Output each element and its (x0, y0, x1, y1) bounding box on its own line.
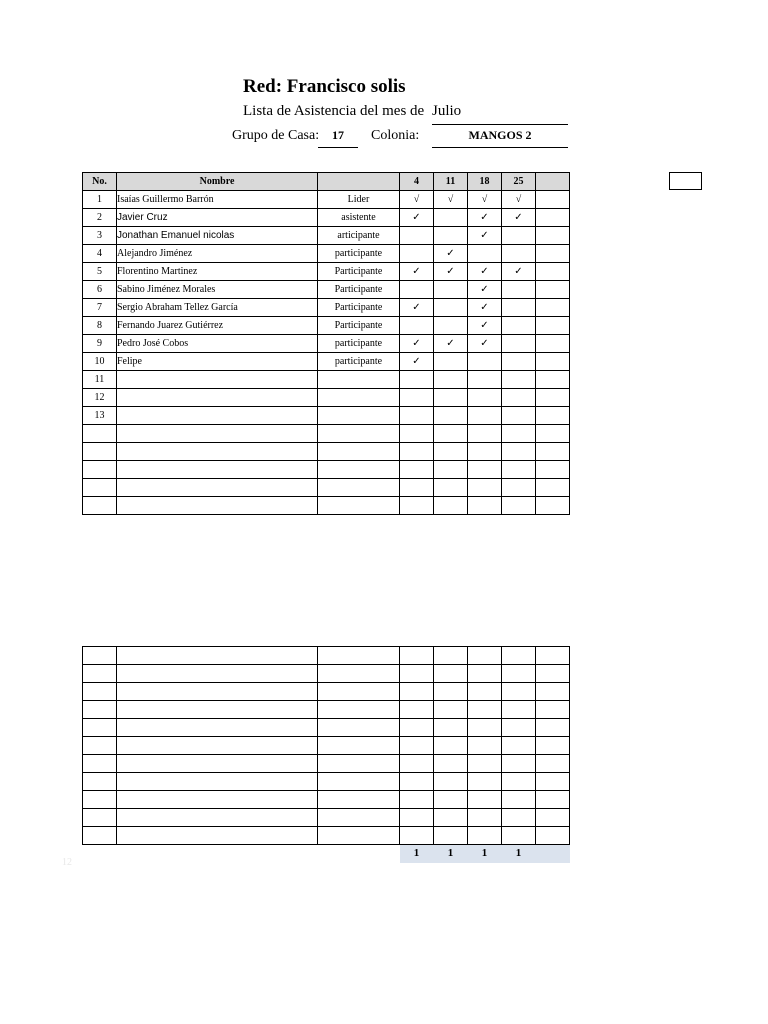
attendance-mark-cell[interactable]: ✓ (434, 263, 468, 281)
role-cell[interactable]: articipante (318, 227, 400, 245)
attendance-mark-cell[interactable] (468, 389, 502, 407)
extra-cell[interactable] (536, 425, 570, 443)
total-cell: 1 (468, 845, 502, 863)
totals-row (83, 845, 570, 863)
row-number-cell[interactable]: 10 (83, 353, 117, 371)
blank-cell[interactable] (318, 755, 400, 773)
row-number-cell[interactable]: 3 (83, 227, 117, 245)
total-cell: 1 (400, 845, 434, 863)
attendance-mark-cell[interactable] (400, 317, 434, 335)
blank-cell[interactable] (117, 683, 318, 701)
row-number-cell[interactable]: 5 (83, 263, 117, 281)
role-cell[interactable] (318, 407, 400, 425)
blank-cell[interactable] (400, 701, 434, 719)
attendance-mark-cell[interactable] (434, 407, 468, 425)
blank-cell[interactable] (117, 773, 318, 791)
attendance-mark-cell[interactable] (434, 425, 468, 443)
extra-cell[interactable] (536, 407, 570, 425)
total-cell: 1 (434, 845, 468, 863)
blank-cell[interactable] (434, 755, 468, 773)
table-row (83, 665, 570, 683)
attendance-mark-cell[interactable] (468, 371, 502, 389)
blank-cell[interactable] (468, 647, 502, 665)
blank-cell[interactable] (468, 737, 502, 755)
group-underline (318, 147, 358, 148)
role-cell[interactable]: asistente (318, 209, 400, 227)
group-label: Grupo de Casa: (232, 128, 320, 143)
attendance-mark-cell[interactable] (400, 227, 434, 245)
blank-cell[interactable] (83, 701, 117, 719)
table-row (83, 461, 570, 479)
blank-cell[interactable] (434, 791, 468, 809)
subtitle: Lista de Asistencia del mes de (243, 103, 425, 119)
attendance-mark-cell[interactable] (400, 497, 434, 515)
attendance-mark-cell[interactable] (400, 443, 434, 461)
blank-cell[interactable] (117, 791, 318, 809)
role-cell[interactable]: participante (318, 353, 400, 371)
attendance-mark-cell[interactable] (400, 425, 434, 443)
name-cell[interactable]: Fernando Juarez Gutiérrez (117, 317, 318, 335)
blank-cell[interactable] (434, 827, 468, 845)
extra-cell[interactable] (536, 479, 570, 497)
table-row (83, 317, 570, 335)
attendance-mark-cell[interactable] (468, 443, 502, 461)
attendance-mark-cell[interactable] (400, 245, 434, 263)
blank-cell[interactable] (83, 683, 117, 701)
attendance-mark-cell[interactable]: ✓ (400, 299, 434, 317)
extra-cell[interactable] (536, 443, 570, 461)
attendance-mark-cell[interactable]: √ (434, 191, 468, 209)
attendance-mark-cell[interactable] (400, 389, 434, 407)
blank-cell[interactable] (468, 809, 502, 827)
header-date-25: 25 (502, 173, 536, 191)
attendance-mark-cell[interactable] (502, 299, 536, 317)
extra-cell[interactable] (536, 227, 570, 245)
attendance-mark-cell[interactable] (434, 353, 468, 371)
attendance-mark-cell[interactable] (502, 353, 536, 371)
role-cell[interactable]: Lider (318, 191, 400, 209)
blank-cell[interactable] (434, 773, 468, 791)
table-row (83, 191, 570, 209)
blank-cell[interactable] (536, 647, 570, 665)
blank-cell[interactable] (502, 647, 536, 665)
table-row (83, 773, 570, 791)
row-number-cell[interactable]: 8 (83, 317, 117, 335)
table-row (83, 389, 570, 407)
name-cell[interactable] (117, 461, 318, 479)
attendance-mark-cell[interactable] (502, 281, 536, 299)
attendance-mark-cell[interactable] (502, 479, 536, 497)
role-cell[interactable] (318, 371, 400, 389)
extra-cell[interactable] (536, 497, 570, 515)
role-cell[interactable]: Participante (318, 299, 400, 317)
table-row (83, 809, 570, 827)
blank-cell[interactable] (318, 683, 400, 701)
blank-cell[interactable] (117, 827, 318, 845)
attendance-mark-cell[interactable] (502, 461, 536, 479)
blank-cell[interactable] (468, 683, 502, 701)
blank-cell[interactable] (434, 719, 468, 737)
table-row (83, 443, 570, 461)
total-extra-cell (536, 845, 570, 863)
attendance-mark-cell[interactable] (468, 497, 502, 515)
attendance-mark-cell[interactable] (434, 389, 468, 407)
attendance-mark-cell[interactable] (502, 389, 536, 407)
blank-cell[interactable] (536, 827, 570, 845)
row-number-cell[interactable]: 4 (83, 245, 117, 263)
attendance-mark-cell[interactable]: ✓ (468, 335, 502, 353)
blank-cell[interactable] (83, 827, 117, 845)
attendance-mark-cell[interactable] (502, 227, 536, 245)
attendance-mark-cell[interactable] (468, 353, 502, 371)
attendance-mark-cell[interactable] (400, 479, 434, 497)
blank-cell[interactable] (536, 791, 570, 809)
name-cell[interactable]: Florentino Martinez (117, 263, 318, 281)
blank-cell[interactable] (536, 755, 570, 773)
blank-cell[interactable] (434, 809, 468, 827)
blank-cell[interactable] (400, 683, 434, 701)
name-cell[interactable]: Isaías Guillermo Barrón (117, 191, 318, 209)
extra-cell[interactable] (536, 281, 570, 299)
row-number-cell[interactable] (83, 443, 117, 461)
blank-cell[interactable] (400, 719, 434, 737)
blank-cell[interactable] (318, 791, 400, 809)
header-extra (536, 173, 570, 191)
name-cell[interactable]: Pedro José Cobos (117, 335, 318, 353)
header-date-4: 4 (400, 173, 434, 191)
totals-blank-cell (318, 845, 400, 863)
totals-blank-cell (83, 845, 117, 863)
row-number-cell[interactable]: 7 (83, 299, 117, 317)
name-cell[interactable] (117, 479, 318, 497)
blank-cell[interactable] (400, 755, 434, 773)
blank-cell[interactable] (502, 701, 536, 719)
blank-cell[interactable] (83, 665, 117, 683)
table-row (83, 245, 570, 263)
blank-cell[interactable] (502, 773, 536, 791)
name-cell[interactable]: Javier Cruz (117, 209, 318, 227)
blank-cell[interactable] (318, 737, 400, 755)
attendance-mark-cell[interactable]: ✓ (468, 317, 502, 335)
attendance-mark-cell[interactable]: ✓ (400, 263, 434, 281)
blank-cell[interactable] (318, 809, 400, 827)
extra-cell[interactable] (536, 389, 570, 407)
blank-cell[interactable] (434, 701, 468, 719)
attendance-mark-cell[interactable]: ✓ (400, 335, 434, 353)
attendance-mark-cell[interactable] (434, 281, 468, 299)
table-row (83, 737, 570, 755)
attendance-mark-cell[interactable]: ✓ (502, 263, 536, 281)
header-row (83, 173, 570, 191)
attendance-mark-cell[interactable] (468, 461, 502, 479)
name-cell[interactable]: Sergio Abraham Tellez García (117, 299, 318, 317)
table-row (83, 209, 570, 227)
attendance-mark-cell[interactable] (400, 371, 434, 389)
table-row (83, 791, 570, 809)
blank-cell[interactable] (468, 773, 502, 791)
blank-cell[interactable] (434, 647, 468, 665)
blank-cell[interactable] (502, 719, 536, 737)
totals-blank-cell (117, 845, 318, 863)
table-row (83, 371, 570, 389)
header-no: No. (83, 173, 117, 191)
blank-cell[interactable] (83, 647, 117, 665)
blank-cell[interactable] (536, 665, 570, 683)
attendance-mark-cell[interactable]: √ (468, 191, 502, 209)
blank-cell[interactable] (400, 791, 434, 809)
name-cell[interactable] (117, 371, 318, 389)
group-value[interactable]: 17 (332, 128, 344, 142)
attendance-mark-cell[interactable]: ✓ (468, 227, 502, 245)
blank-cell[interactable] (117, 737, 318, 755)
blank-cell[interactable] (400, 773, 434, 791)
attendance-mark-cell[interactable] (400, 407, 434, 425)
blank-cell[interactable] (117, 719, 318, 737)
blank-cell[interactable] (502, 737, 536, 755)
blank-cell[interactable] (502, 809, 536, 827)
header-date-11: 11 (434, 173, 468, 191)
colonia-underline (432, 147, 568, 148)
blank-cell[interactable] (400, 809, 434, 827)
attendance-mark-cell[interactable] (502, 425, 536, 443)
blank-cell[interactable] (318, 701, 400, 719)
row-number-cell[interactable] (83, 497, 117, 515)
blank-cell[interactable] (318, 827, 400, 845)
name-cell[interactable]: Alejandro Jiménez (117, 245, 318, 263)
row-number-cell[interactable]: 12 (83, 389, 117, 407)
attendance-mark-cell[interactable]: ✓ (434, 335, 468, 353)
colonia-label: Colonia: (371, 128, 420, 143)
header-nombre: Nombre (117, 173, 318, 191)
extra-cell[interactable] (536, 263, 570, 281)
blank-cell[interactable] (400, 737, 434, 755)
role-cell[interactable]: Participante (318, 317, 400, 335)
blank-cell[interactable] (536, 737, 570, 755)
blank-cell[interactable] (434, 737, 468, 755)
attendance-mark-cell[interactable] (502, 407, 536, 425)
role-cell[interactable]: Participante (318, 281, 400, 299)
row-number-cell[interactable]: 6 (83, 281, 117, 299)
extra-cell[interactable] (536, 335, 570, 353)
attendance-mark-cell[interactable]: √ (502, 191, 536, 209)
table-row (83, 407, 570, 425)
role-cell[interactable] (318, 443, 400, 461)
attendance-mark-cell[interactable] (468, 479, 502, 497)
table-row (83, 497, 570, 515)
role-cell[interactable] (318, 389, 400, 407)
extra-cell[interactable] (536, 461, 570, 479)
blank-cell[interactable] (318, 665, 400, 683)
name-cell[interactable] (117, 443, 318, 461)
row-number-cell[interactable] (83, 479, 117, 497)
table-row (83, 647, 570, 665)
blank-cell[interactable] (502, 827, 536, 845)
page-title: Red: Francisco solis (243, 76, 406, 97)
attendance-mark-cell[interactable]: ✓ (468, 299, 502, 317)
blank-cell[interactable] (502, 665, 536, 683)
blank-cell[interactable] (318, 719, 400, 737)
total-cell: 1 (502, 845, 536, 863)
blank-cell[interactable] (536, 773, 570, 791)
table-row (83, 263, 570, 281)
blank-cell[interactable] (502, 791, 536, 809)
blank-cell[interactable] (83, 809, 117, 827)
attendance-mark-cell[interactable] (468, 245, 502, 263)
table-row (83, 281, 570, 299)
blank-cell[interactable] (83, 719, 117, 737)
attendance-mark-cell[interactable] (502, 317, 536, 335)
blank-cell[interactable] (83, 737, 117, 755)
attendance-mark-cell[interactable] (502, 371, 536, 389)
extra-cell[interactable] (536, 209, 570, 227)
table-row (83, 353, 570, 371)
blank-cell[interactable] (434, 683, 468, 701)
attendance-mark-cell[interactable] (468, 407, 502, 425)
attendance-mark-cell[interactable] (434, 479, 468, 497)
table-row (83, 719, 570, 737)
blank-cell[interactable] (536, 683, 570, 701)
table-row (83, 227, 570, 245)
attendance-mark-cell[interactable]: ✓ (468, 281, 502, 299)
blank-cell[interactable] (117, 755, 318, 773)
attendance-mark-cell[interactable] (434, 461, 468, 479)
name-cell[interactable] (117, 407, 318, 425)
attendance-mark-cell[interactable]: ✓ (400, 209, 434, 227)
row-number-cell[interactable] (83, 425, 117, 443)
attendance-mark-cell[interactable]: √ (400, 191, 434, 209)
table-row (83, 755, 570, 773)
table-row (83, 425, 570, 443)
name-cell[interactable]: Sabino Jiménez Morales (117, 281, 318, 299)
blank-cell[interactable] (83, 755, 117, 773)
blank-cell[interactable] (400, 665, 434, 683)
attendance-mark-cell[interactable] (468, 425, 502, 443)
role-cell[interactable] (318, 461, 400, 479)
blank-cell[interactable] (468, 719, 502, 737)
blank-cell[interactable] (536, 701, 570, 719)
colonia-value[interactable]: MANGOS 2 (468, 128, 532, 142)
blank-cell[interactable] (536, 809, 570, 827)
blank-cell[interactable] (318, 647, 400, 665)
blank-cell[interactable] (400, 647, 434, 665)
name-cell[interactable]: Jonathan Emanuel nicolas (117, 227, 318, 245)
blank-cell[interactable] (117, 809, 318, 827)
table-row (83, 479, 570, 497)
attendance-mark-cell[interactable] (502, 335, 536, 353)
blank-cell[interactable] (468, 701, 502, 719)
extra-cell[interactable] (536, 317, 570, 335)
table-row (83, 827, 570, 845)
blank-cell[interactable] (468, 827, 502, 845)
extra-cell[interactable] (536, 299, 570, 317)
role-cell[interactable] (318, 497, 400, 515)
attendance-mark-cell[interactable] (502, 497, 536, 515)
header-date-18: 18 (468, 173, 502, 191)
attendance-mark-cell[interactable]: ✓ (434, 245, 468, 263)
role-cell[interactable]: participante (318, 335, 400, 353)
attendance-mark-cell[interactable] (434, 227, 468, 245)
name-cell[interactable] (117, 389, 318, 407)
footer-row-marker: 12 (62, 857, 72, 868)
blank-cell[interactable] (318, 773, 400, 791)
blank-cell[interactable] (502, 755, 536, 773)
attendance-mark-cell[interactable] (502, 245, 536, 263)
attendance-mark-cell[interactable]: ✓ (468, 263, 502, 281)
blank-cell[interactable] (434, 665, 468, 683)
blank-cell[interactable] (468, 665, 502, 683)
table-row (83, 701, 570, 719)
blank-cell[interactable] (502, 683, 536, 701)
blank-cell[interactable] (400, 827, 434, 845)
row-number-cell[interactable]: 13 (83, 407, 117, 425)
blank-cell[interactable] (536, 719, 570, 737)
blank-cell[interactable] (468, 755, 502, 773)
blank-cell[interactable] (117, 701, 318, 719)
row-number-cell[interactable]: 2 (83, 209, 117, 227)
role-cell[interactable] (318, 479, 400, 497)
attendance-mark-cell[interactable] (434, 317, 468, 335)
attendance-mark-cell[interactable] (400, 461, 434, 479)
blank-cell[interactable] (117, 665, 318, 683)
blank-cell[interactable] (83, 791, 117, 809)
header-role (318, 173, 400, 191)
attendance-mark-cell[interactable] (434, 299, 468, 317)
attendance-mark-cell[interactable] (400, 281, 434, 299)
row-number-cell[interactable]: 1 (83, 191, 117, 209)
name-cell[interactable] (117, 425, 318, 443)
role-cell[interactable]: participante (318, 245, 400, 263)
extra-cell[interactable] (536, 191, 570, 209)
blank-cell[interactable] (117, 647, 318, 665)
row-number-cell[interactable] (83, 461, 117, 479)
row-number-cell[interactable]: 9 (83, 335, 117, 353)
role-cell[interactable] (318, 425, 400, 443)
extra-cell[interactable] (536, 371, 570, 389)
attendance-mark-cell[interactable] (502, 443, 536, 461)
table-row (83, 335, 570, 353)
name-cell[interactable]: Felipe (117, 353, 318, 371)
second-attendance-table (82, 646, 570, 863)
blank-cell[interactable] (83, 773, 117, 791)
side-empty-cell[interactable] (669, 172, 702, 190)
attendance-mark-cell[interactable] (434, 497, 468, 515)
month-underline (432, 124, 568, 125)
row-number-cell[interactable]: 11 (83, 371, 117, 389)
attendance-mark-cell[interactable] (434, 371, 468, 389)
attendance-mark-cell[interactable]: ✓ (502, 209, 536, 227)
blank-cell[interactable] (468, 791, 502, 809)
month-value[interactable]: Julio (432, 103, 462, 119)
name-cell[interactable] (117, 497, 318, 515)
table-row (83, 299, 570, 317)
attendance-mark-cell[interactable]: ✓ (468, 209, 502, 227)
table-row (83, 683, 570, 701)
attendance-mark-cell[interactable] (434, 209, 468, 227)
attendance-mark-cell[interactable] (434, 443, 468, 461)
attendance-mark-cell[interactable]: ✓ (400, 353, 434, 371)
role-cell[interactable]: Participante (318, 263, 400, 281)
attendance-table (82, 172, 570, 515)
extra-cell[interactable] (536, 245, 570, 263)
extra-cell[interactable] (536, 353, 570, 371)
